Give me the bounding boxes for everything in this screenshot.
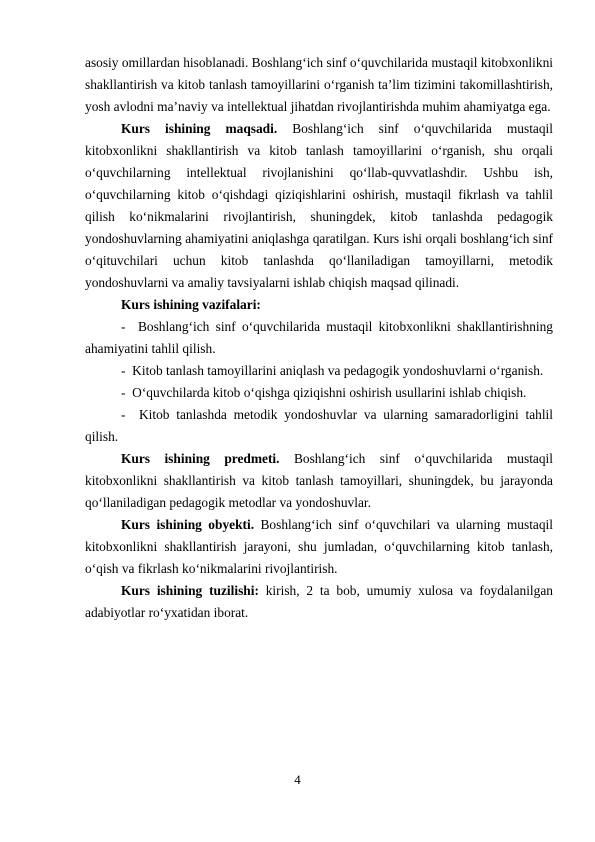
subject-heading: Kurs ishining predmeti. xyxy=(121,451,280,466)
intro-paragraph xyxy=(85,52,553,118)
task-item xyxy=(85,360,553,382)
task-text: O‘quvchilarda kitob o‘qishga qiziqishni oshirish usullarini ishlab chiqish. xyxy=(132,385,527,400)
subject-paragraph xyxy=(85,448,553,514)
goal-heading: Kurs ishining maqsadi. xyxy=(121,121,278,136)
object-text: Boshlang‘ich sinf o‘quvchilari va ularning mustaqil kitobxonlikni shakllantirish jarayoni, shu jumladan, o‘quvchilarning kitob tanlash, o‘qish va fikrlash ko‘nikmalarini rivojlantirish. xyxy=(85,517,553,576)
subject-text: Boshlang‘ich sinf o‘quvchilarida mustaqil kitobxonlikni shakllantirish va kitob tanlash tamoyillari, shuningdek, bu jarayonda qo‘llaniladigan pedagogik metodlar va yondoshuvlar. xyxy=(85,451,553,510)
goal-paragraph xyxy=(85,118,553,294)
dash-marker: - xyxy=(121,407,126,422)
object-heading: Kurs ishining obyekti. xyxy=(121,517,255,532)
task-item xyxy=(85,316,553,360)
tasks-heading-paragraph xyxy=(85,294,553,316)
structure-text: kirish, 2 ta bob, umumiy xulosa va foydalanilgan adabiyotlar ro‘yxatidan iborat. xyxy=(85,583,553,620)
page-body xyxy=(85,52,553,624)
paragraph-text: asosiy omillardan hisoblanadi. Boshlang‘ich sinf o‘quvchilarida mustaqil kitobxonlikni shakllantirish va kitob tanlash tamoyillarini o‘rganish ta’lim tizimini takomillashtirish, yosh avlodni ma’naviy va intellektual jihatdan rivojlantirishda muhim ahamiyatga ega. xyxy=(85,55,553,114)
task-text: Boshlang‘ich sinf o‘quvchilarida mustaqil kitobxonlikni shakllantirishning ahamiyatini tahlil qilish. xyxy=(85,319,553,356)
task-item xyxy=(85,404,553,448)
goal-text: Boshlang‘ich sinf o‘quvchilarida mustaqil kitobxonlikni shakllantirish va kitob tanlash tamoyillarini o‘rganish, shu orqali o‘quvchilarning intellektual rivojlanishini qo‘llab-quvvatlashdir. Ushbu ish, o‘quvchilarning kitob o‘qishdagi qiziqishlarini oshirish, mustaqil fikrlash va tahlil qilish ko‘nikmalarini rivojlantirish, shuningdek, kitob tanlashda pedagogik yondoshuvlarning ahamiyatini aniqlashga qaratilgan. Kurs ishi orqali boshlang‘ich sinf o‘qituvchilari uchun kitob tanlashda qo‘llaniladigan tamoyillarni, metodik yondoshuvlarni va amaliy tavsiyalarni ishlab chiqish maqsad qilinadi. xyxy=(85,121,553,290)
task-text: Kitob tanlashda metodik yondoshuvlar va ularning samaradorligini tahlil qilish. xyxy=(85,407,553,444)
task-text: Kitob tanlash tamoyillarini aniqlash va pedagogik yondoshuvlarni o‘rganish. xyxy=(132,363,544,378)
dash-marker: - xyxy=(121,385,126,400)
page-number: 4 xyxy=(294,772,301,787)
structure-heading: Kurs ishining tuzilishi: xyxy=(121,583,259,598)
task-item xyxy=(85,382,553,404)
dash-marker: - xyxy=(121,319,126,334)
structure-paragraph xyxy=(85,580,553,624)
dash-marker: - xyxy=(121,363,126,378)
tasks-heading: Kurs ishining vazifalari: xyxy=(121,297,261,312)
object-paragraph xyxy=(85,514,553,580)
